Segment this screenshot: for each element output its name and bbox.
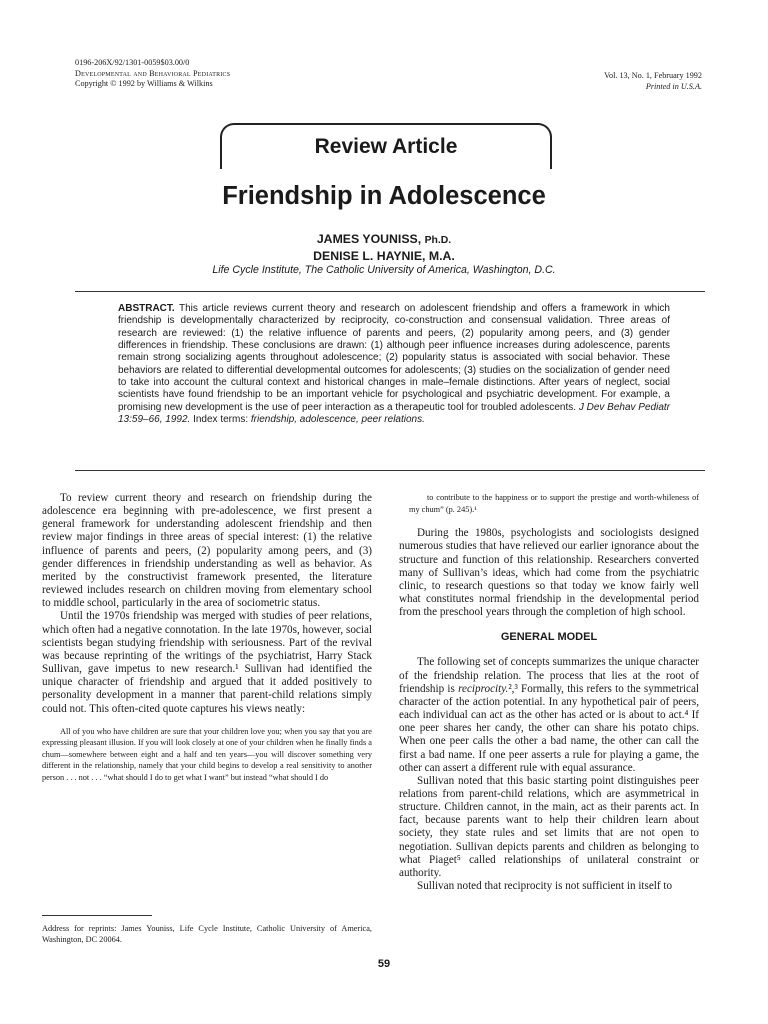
article-type-banner [220,123,552,169]
footnote-rule [42,915,152,916]
page-number: 59 [377,958,391,970]
p2-text-after: ²,³ Formally, this refers to the symmetrical character of the action potential. In any hypothetical pair of peers, each individual can act as the other has acted or is about to act.⁴ If one peer shares her candy, the other can share his potato chips. When one peer calls the other a bad name, the other can call the first a bad name. If one peer asserts a rule for playing a game, the other can assert a different rule with equal assurance. [399,682,699,774]
right-paragraph-1: During the 1980s, psychologists and sociologists designed numerous studies that have relieved our earlier ignorance about the structure and function of this relationship. Researchers converted many of Sullivan’s ideas, which had come from the psychiatric clinic, to research questions so that today we know fairly well what constitutes normal friendship in the developmental period from the preschool years through the completion of high school. [399,527,699,619]
journal-header [75,58,230,90]
left-column [42,492,372,784]
author-block [0,232,768,263]
reprint-footnote: Address for reprints: James Youniss, Life Cycle Institute, Catholic University of America, Washington, DC 20064. [42,924,372,944]
volume-line: Vol. 13, No. 1, February 1992 [604,71,702,80]
right-paragraph-3: Sullivan noted that this basic starting point distinguishes peer relations from parent-child relations, which are asymmetrical in structure. Children cannot, in the main, act as their parents act. In fact, because parents want to help their children learn about society, they state rules and set limits that are not open to negotiation. Sullivan depicts parents and children as belonging to what Piaget⁵ called relationships of unilateral constraint or authority. [399,774,699,879]
p2-text-before: The following set of concepts summarizes the unique character of the friendship relation. The process that lies at the root of friendship is [399,656,699,695]
right-column [399,492,699,893]
abstract-text: This article reviews current theory and research on adolescent friendship and offers a framework in which friendship is developmentally characterized by reciprocity, co-construction and consensual validation. Three areas of research are reviewed: (1) the relative influence of parents and peers, (2) popularity among peers, and (3) gender differences in friendship. These conclusions are drawn: (1) although peer influence increases during adolescence, parents remain strong socializing agents throughout adolescence; (2) popularity status is associated with social behavior. These behaviors are related to differential developmental outcomes for adolescents; (3) studies on the socialization of gender need to take into account the cultural context and historical changes in male–female distinctions. After years of neglect, social scientists have found friendship to be an important vehicle for psychological and psychiatric development. For example, a promising new development is the use of peer interaction as a therapeutic tool for troubled adolescents. [118,303,670,413]
author-1-name: JAMES YOUNISS, [316,232,422,246]
right-paragraph-2 [399,656,699,774]
journal-name: Developmental and Behavioral Pediatrics [75,68,231,78]
extract-quote-continued: to contribute to the happiness or to support the prestige and worth-whileness of my chum” (p. 245).¹ [409,493,699,514]
abstract-citation: J Dev Behav Pediatr 13:59–66, 1992. [118,401,670,426]
extract-quote: All of you who have children are sure that your children love you; when you say that you are expressing pleasant illusion. If you will look closely at one of your children when he finally finds a chum—somewhere between eight and a half and ten years—you will discover something very different in the relationship, namely that your child begins to develop a real sensitivity to another person . . . not . . . “what should I do to get what I want” but instead “what should I do [42,726,372,783]
section-heading: GENERAL MODEL [500,631,598,644]
abstract-label: ABSTRACT. [118,303,175,314]
right-paragraph-4: Sullivan noted that reciprocity is not sufficient in itself to [417,880,673,893]
left-paragraph-1: To review current theory and research on friendship during the adolescence era beginning with pre-adolescence, we first present a general framework for understanding adolescent friendship and then review major findings in three areas of special interest: (1) the relative influence of parents and peers, (2) popularity among peers, and (3) gender differences in friendship understanding as well as behavior. As merited by the constructivist framework presented, the literature reviewed includes research on children moving from elementary school to middle school, particularly in the area of sociometric status. [42,492,372,610]
term-reciprocity: reciprocity. [458,682,509,695]
issue-info [604,71,702,92]
author-1-degree: Ph.D. [424,235,452,246]
printed-line: Printed in U.S.A. [645,81,702,91]
abstract-bottom-rule [75,470,705,471]
article-title: Friendship in Adolescence [222,182,546,210]
issn-code: 0196-206X/92/1301-0059$03.00/0 [75,58,190,67]
left-paragraph-2: Until the 1970s friendship was merged with studies of peer relations, which often had a negative connotation. In the late 1970s, however, social scientists began studying friendship with seriousness. Part of the revival was because reprinting of the writings of the psychiatrist, Harry Stack Sullivan, gave impetus to new research.¹ Sullivan had identified the unique character of friendship and argued that it added positively to personality development in a manner that parent-child relations simply could not. This often-cited quote captures his views neatly: [42,610,372,715]
author-2: DENISE L. HAYNIE, M.A. [313,248,455,263]
author-1 [0,232,768,249]
index-terms-label: Index terms: [193,414,249,426]
article-type: Review Article [314,135,458,158]
author-affiliation: Life Cycle Institute, The Catholic University of America, Washington, D.C. [212,264,556,276]
abstract-top-rule [75,291,705,292]
copyright-line: Copyright © 1992 by Williams & Wilkins [75,79,213,89]
abstract [118,303,670,426]
index-terms: friendship, adolescence, peer relations. [250,414,425,426]
